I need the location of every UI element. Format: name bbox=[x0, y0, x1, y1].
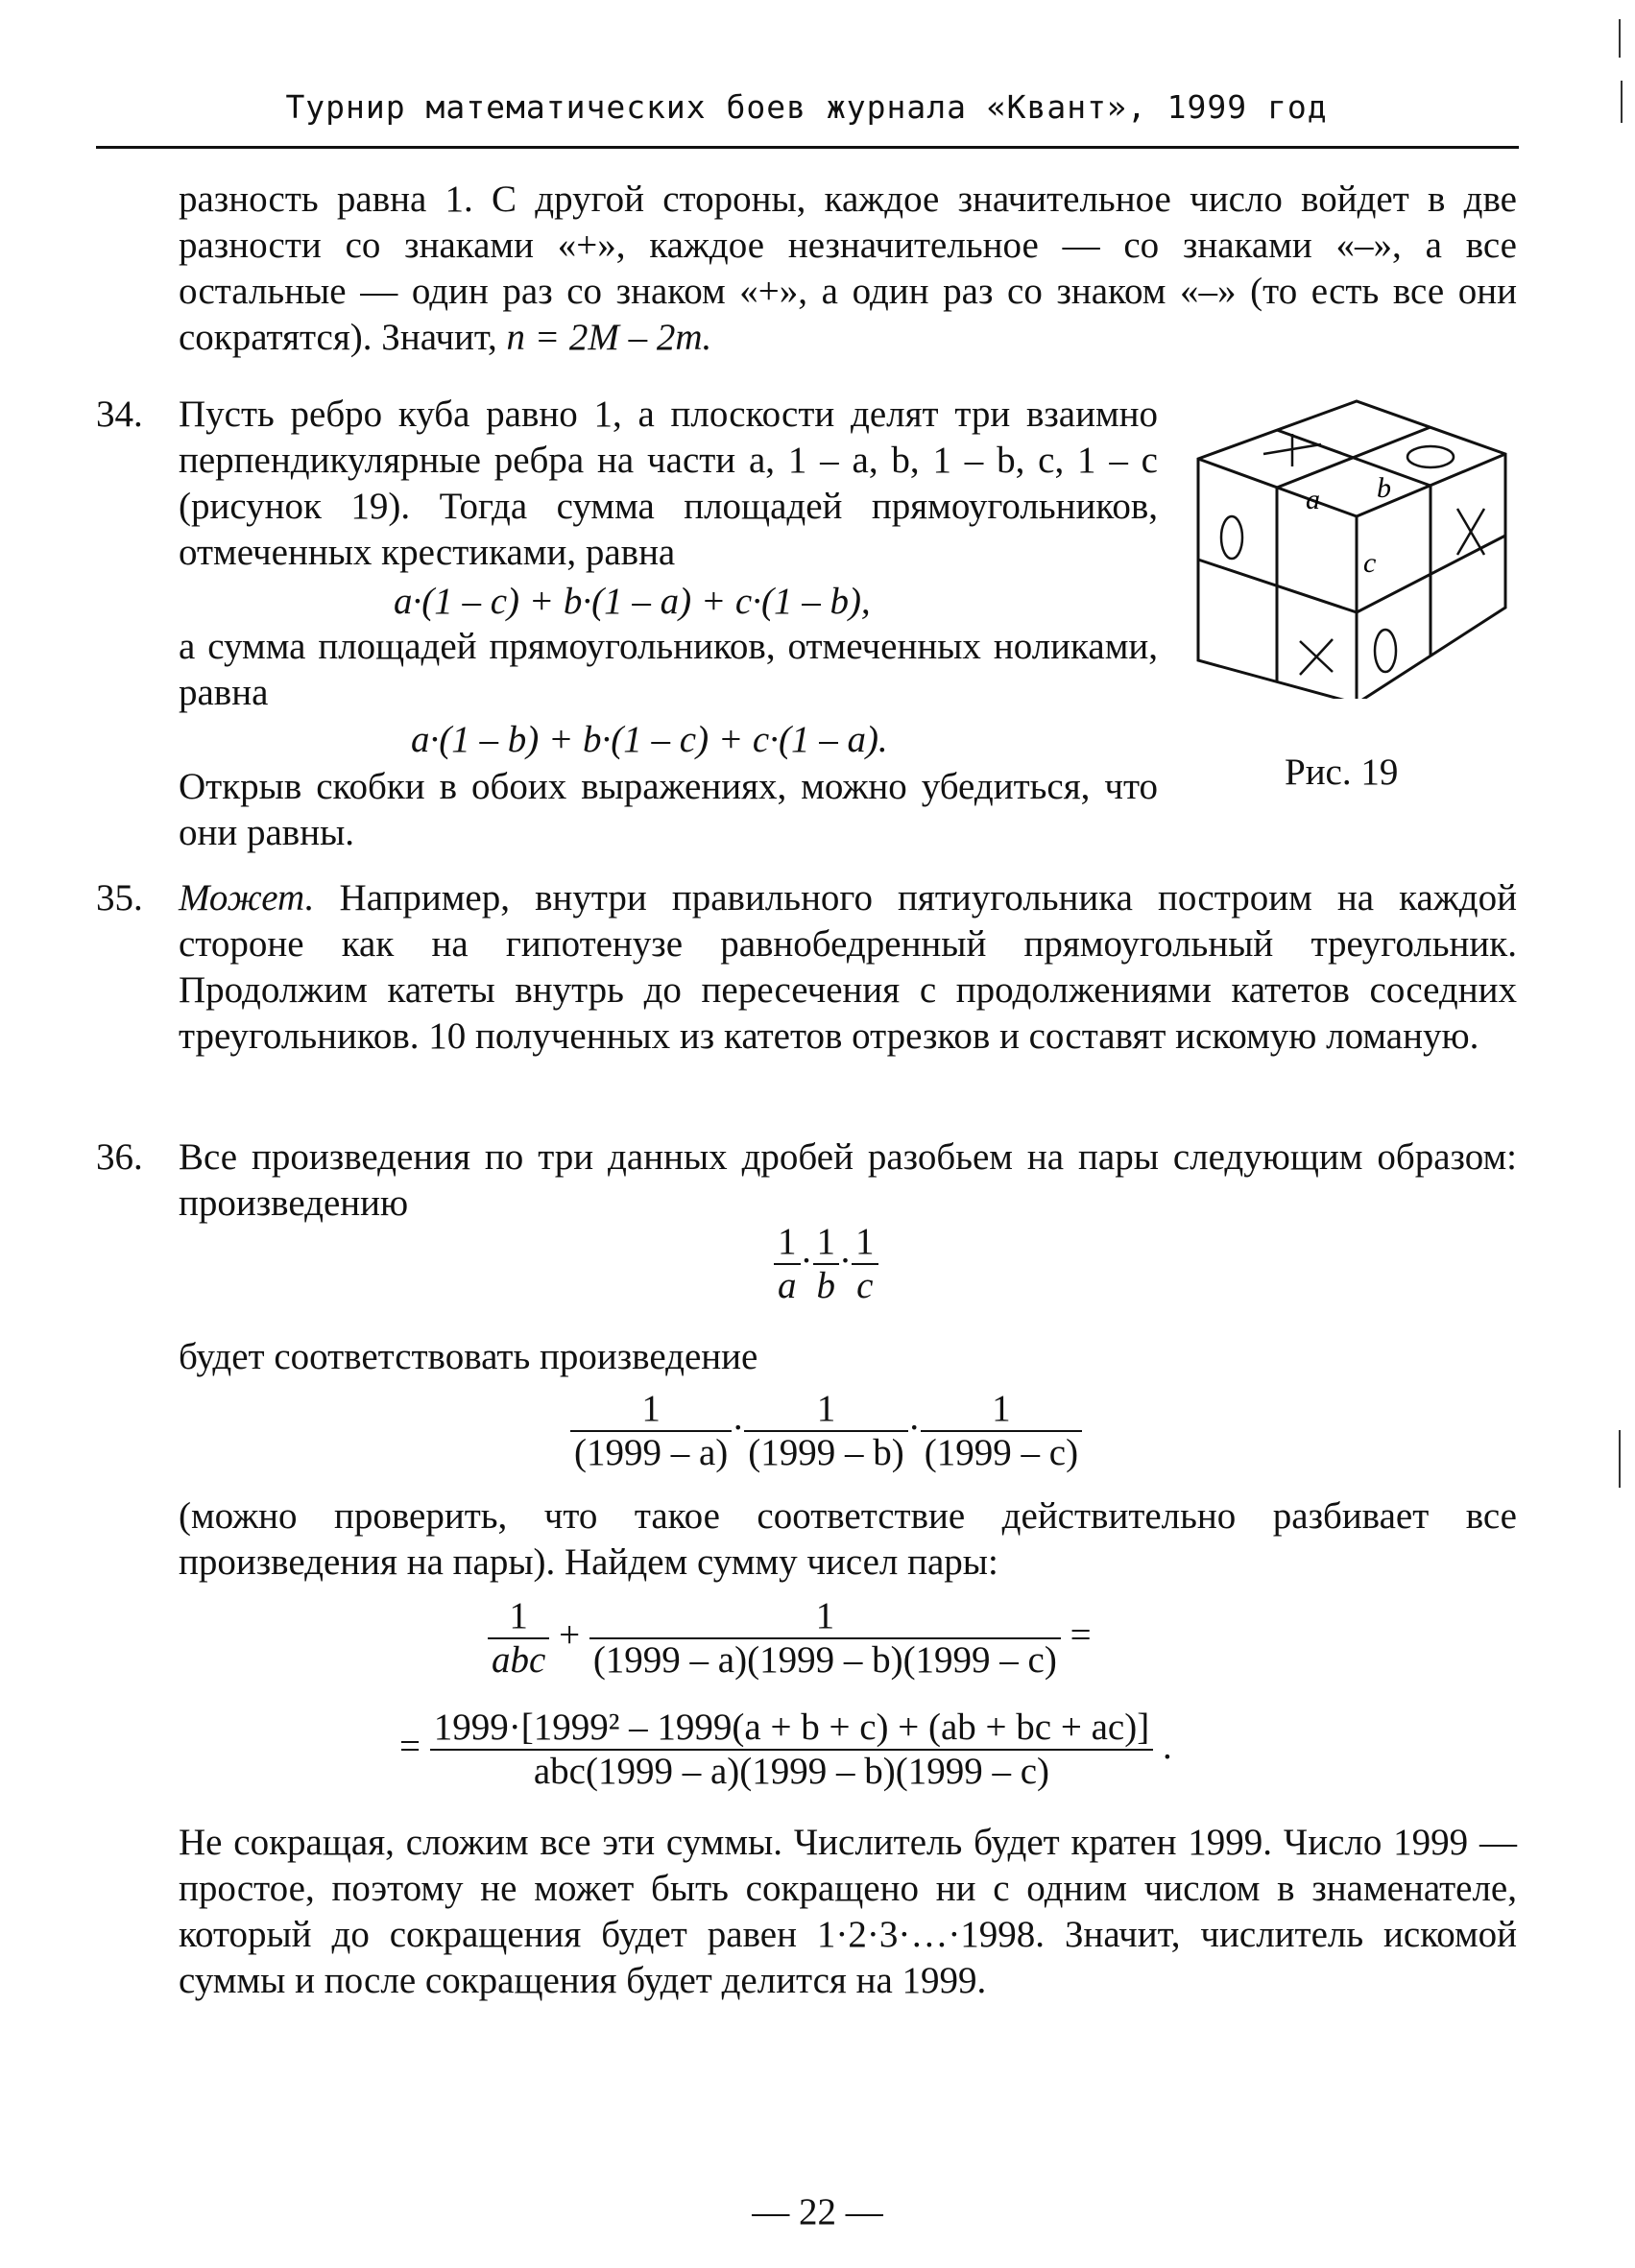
scan-edge-mark bbox=[1619, 19, 1621, 58]
figure-19-caption: Рис. 19 bbox=[1285, 752, 1399, 793]
zero-mark-icon bbox=[1407, 446, 1454, 467]
problem-34-number: 34. bbox=[96, 394, 143, 435]
page-number: — 22 — bbox=[752, 2191, 883, 2232]
running-header: Турнир математических боев журнала «Квант», 1999 год bbox=[285, 88, 1328, 126]
problem-34-formula-1: a·(1 – c) + b·(1 – a) + c·(1 – b), bbox=[394, 581, 871, 622]
problem-34-text: Пусть ребро куба равно 1, а плоскости делят три взаимно перпендикулярные ребра на части a, 1 – a, b, 1 – b, c, 1 – c (рисунок 19). Тогда сумма площадей прямоугольников, отмеченных крестиками, равна bbox=[179, 394, 1158, 573]
problem-34-text-2: а сумма площадей прямоугольников, отмеченных ноликами, равна bbox=[179, 626, 1158, 713]
figure-label-c: c bbox=[1363, 547, 1377, 579]
intro-formula: n = 2M – 2m. bbox=[506, 317, 712, 358]
fraction-product-2: $\frac{1}{(1999 - a)}$ · $\frac{1}{(1999 - b)}$ · $\frac{1}{(1999 - c)}$ bbox=[570, 1388, 1082, 1474]
header-rule bbox=[96, 146, 1519, 149]
problem-36-text-4: Не сокращая, сложим все эти суммы. Числитель будет кратен 1999. Число 1999 — простое, поэтому не может быть сокращено ни с одним числом в знаменателе, который до сокращения будет равен 1·2·3·…·1998. Значит, числитель искомой суммы и после сокращения будет делится на 1999. bbox=[179, 1822, 1517, 2001]
cross-mark-icon bbox=[1457, 509, 1484, 555]
scan-edge-mark bbox=[1621, 81, 1623, 123]
problem-36-number: 36. bbox=[96, 1136, 143, 1178]
problem-36-text-2: будет соответствовать произведение bbox=[179, 1336, 758, 1377]
scan-edge-mark bbox=[1619, 1430, 1621, 1488]
zero-mark-icon bbox=[1375, 630, 1396, 672]
problem-36-text-1: Все произведения по три данных дробей разобьем на пары следующим образом: произведению bbox=[179, 1136, 1517, 1224]
zero-mark-icon bbox=[1221, 516, 1242, 559]
intro-text: разность равна 1. С другой стороны, каждое значительное число войдет в две разности со знаками «+», каждое незначительное — со знаками «–», а все остальные — один раз со знаком «+», а один раз со знаком «–» (то есть все они сократятся). Значит, bbox=[179, 179, 1517, 358]
problem-34-formula-2: a·(1 – b) + b·(1 – c) + c·(1 – a). bbox=[411, 719, 888, 760]
pair-sum-formula: $\frac{1}{\text{abc}}$ + $\frac{1}{(1999 - a)(1999 - b)(1999 - c)}$ = bbox=[488, 1595, 1092, 1682]
problem-34-text-3: Открыв скобки в обоих выражениях, можно убедиться, что они равны. bbox=[179, 766, 1158, 853]
problem-36-text-3: (можно проверить, что такое соответствие действительно разбивает все произведения на пары). Найдем сумму чисел пары: bbox=[179, 1495, 1517, 1583]
fraction-product-1: $\frac{1}{a}$ · $\frac{1}{b}$ · $\frac{1}{c}$ bbox=[774, 1221, 878, 1307]
intro-paragraph bbox=[179, 177, 1517, 361]
figure-label-a: a bbox=[1306, 484, 1320, 515]
pair-sum-result: = $\frac{\text{1999·[1999² – 1999(a + b + c) + (ab + bc + ac)]}}{\text{abc(1999 – a)(1999 – b)(1999 – c)}}$ . bbox=[399, 1707, 1172, 1792]
cross-mark-icon bbox=[1300, 639, 1333, 675]
problem-35-text bbox=[179, 875, 1517, 1060]
figure-label-b: b bbox=[1377, 472, 1391, 504]
problem-35-body: Например, внутри правильного пятиугольника построим на каждой стороне как на гипотенузе равнобедренный прямоугольный треугольник. Продолжим катеты внутрь до пересечения с продолжениями катетов соседних треугольников. 10 полученных из катетов отрезков и составят искомую ломаную. bbox=[179, 877, 1517, 1057]
problem-35-lead: Может. bbox=[179, 877, 315, 919]
problem-35-number: 35. bbox=[96, 877, 143, 919]
figure-19-cube bbox=[1189, 392, 1515, 699]
cross-mark-icon bbox=[1263, 434, 1321, 466]
